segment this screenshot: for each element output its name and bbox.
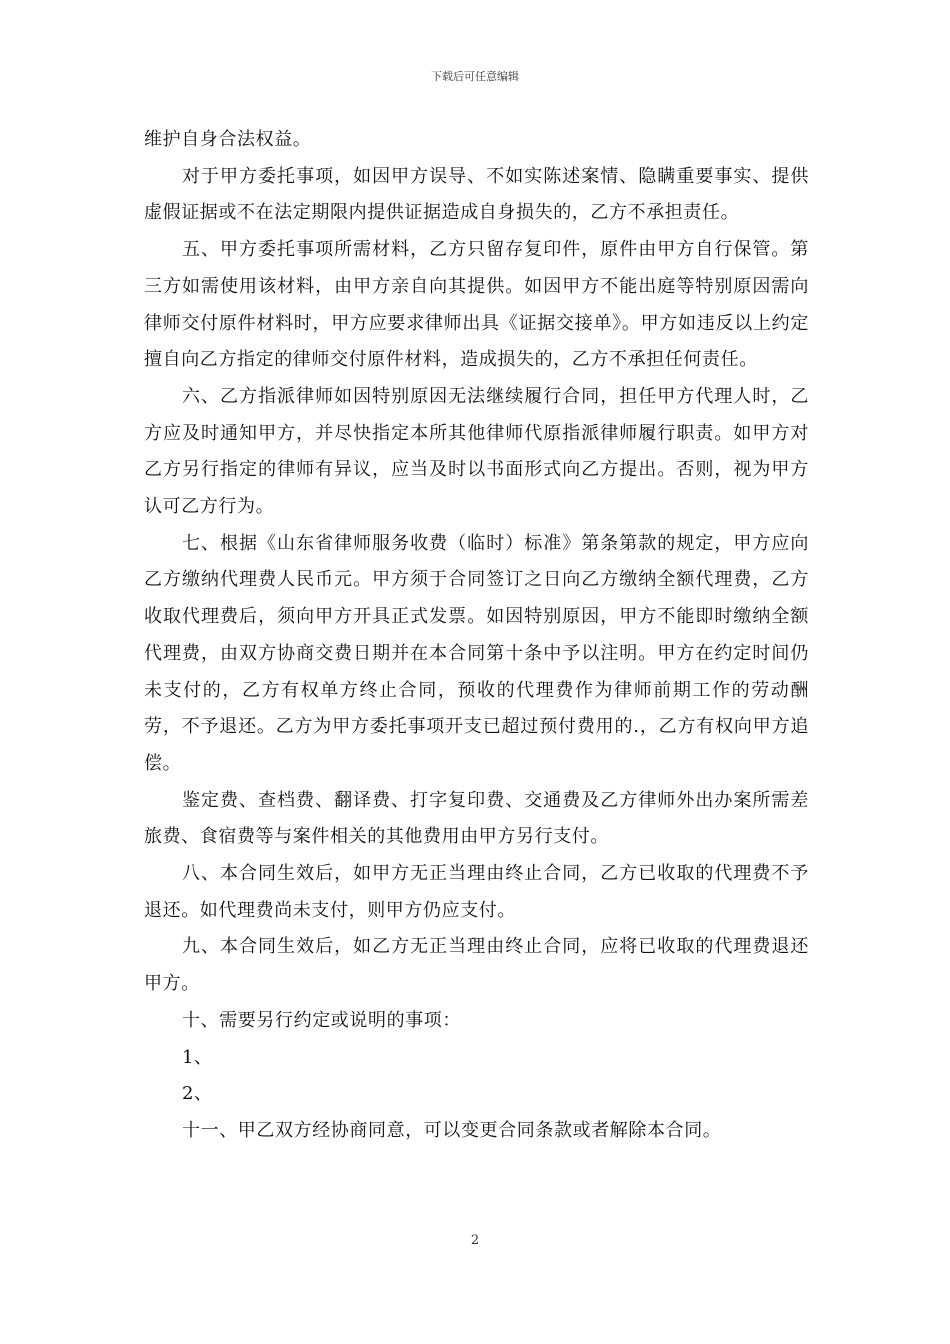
clause-10-item-1: 1、 [182,1046,213,1068]
clause-7: 七、根据《山东省律师服务收费（临时）标准》第条第款的规定，甲方应向乙方缴纳代理费人民币元。甲方须于合同签订之日向乙方缴纳全额代理费，乙方收取代理费后，须向甲方开具正式发票。如因特别原因，甲方不能即时缴纳全额代理费，由双方协商交费日期并在本合同第十条中予以注明。甲方在约定时间仍未支付的，乙方有权单方终止合同，预收的代理费作为律师前期工作的劳动酬劳，不予退还。乙方为甲方委托事项开支已超过预付费用的.，乙方有权向甲方追偿。 [144,532,809,774]
clause-11: 十一、甲乙双方经协商同意，可以变更合同条款或者解除本合同。 [182,1119,722,1141]
clause-5: 五、甲方委托事项所需材料，乙方只留存复印件，原件由甲方自行保管。第三方如需使用该材料，由甲方亲自向其提供。如因甲方不能出庭等特别原因需向律师交付原件材料时，甲方应要求律师出具《证据交接单》。甲方如违反以上约定擅自向乙方指定的律师交付原件材料，造成损失的，乙方不承担任何责任。 [144,239,809,371]
paragraph-liability: 对于甲方委托事项，如因甲方误导、不如实陈述案情、隐瞒重要事实、提供虚假证据或不在法定期限内提供证据造成自身损失的，乙方不承担责任。 [144,165,809,224]
clause-9: 九、本合同生效后，如乙方无正当理由终止合同，应将已收取的代理费退还甲方。 [144,936,809,995]
page-number: 2 [470,1233,480,1248]
paragraph-other-fees: 鉴定费、查档费、翻译费、打字复印费、交通费及乙方律师外出办案所需差旅费、食宿费等与案件相关的其他费用由甲方另行支付。 [144,789,809,848]
clause-10-item-2: 2、 [182,1083,213,1105]
clause-6: 六、乙方指派律师如因特别原因无法继续履行合同，担任甲方代理人时，乙方应及时通知甲方，并尽快指定本所其他律师代原指派律师履行职责。如甲方对乙方另行指定的律师有异议，应当及时以书面形式向乙方提出。否则，视为甲方认可乙方行为。 [144,385,809,518]
clause-10: 十、需要另行约定或说明的事项： [182,1009,461,1031]
clause-8: 八、本合同生效后，如甲方无正当理由终止合同，乙方已收取的代理费不予退还。如代理费尚未支付，则甲方仍应支付。 [144,863,809,921]
page-header: 下载后可任意编辑 [431,70,519,83]
document-body [144,122,809,1150]
paragraph-continuation: 维护自身合法权益。 [144,129,312,150]
